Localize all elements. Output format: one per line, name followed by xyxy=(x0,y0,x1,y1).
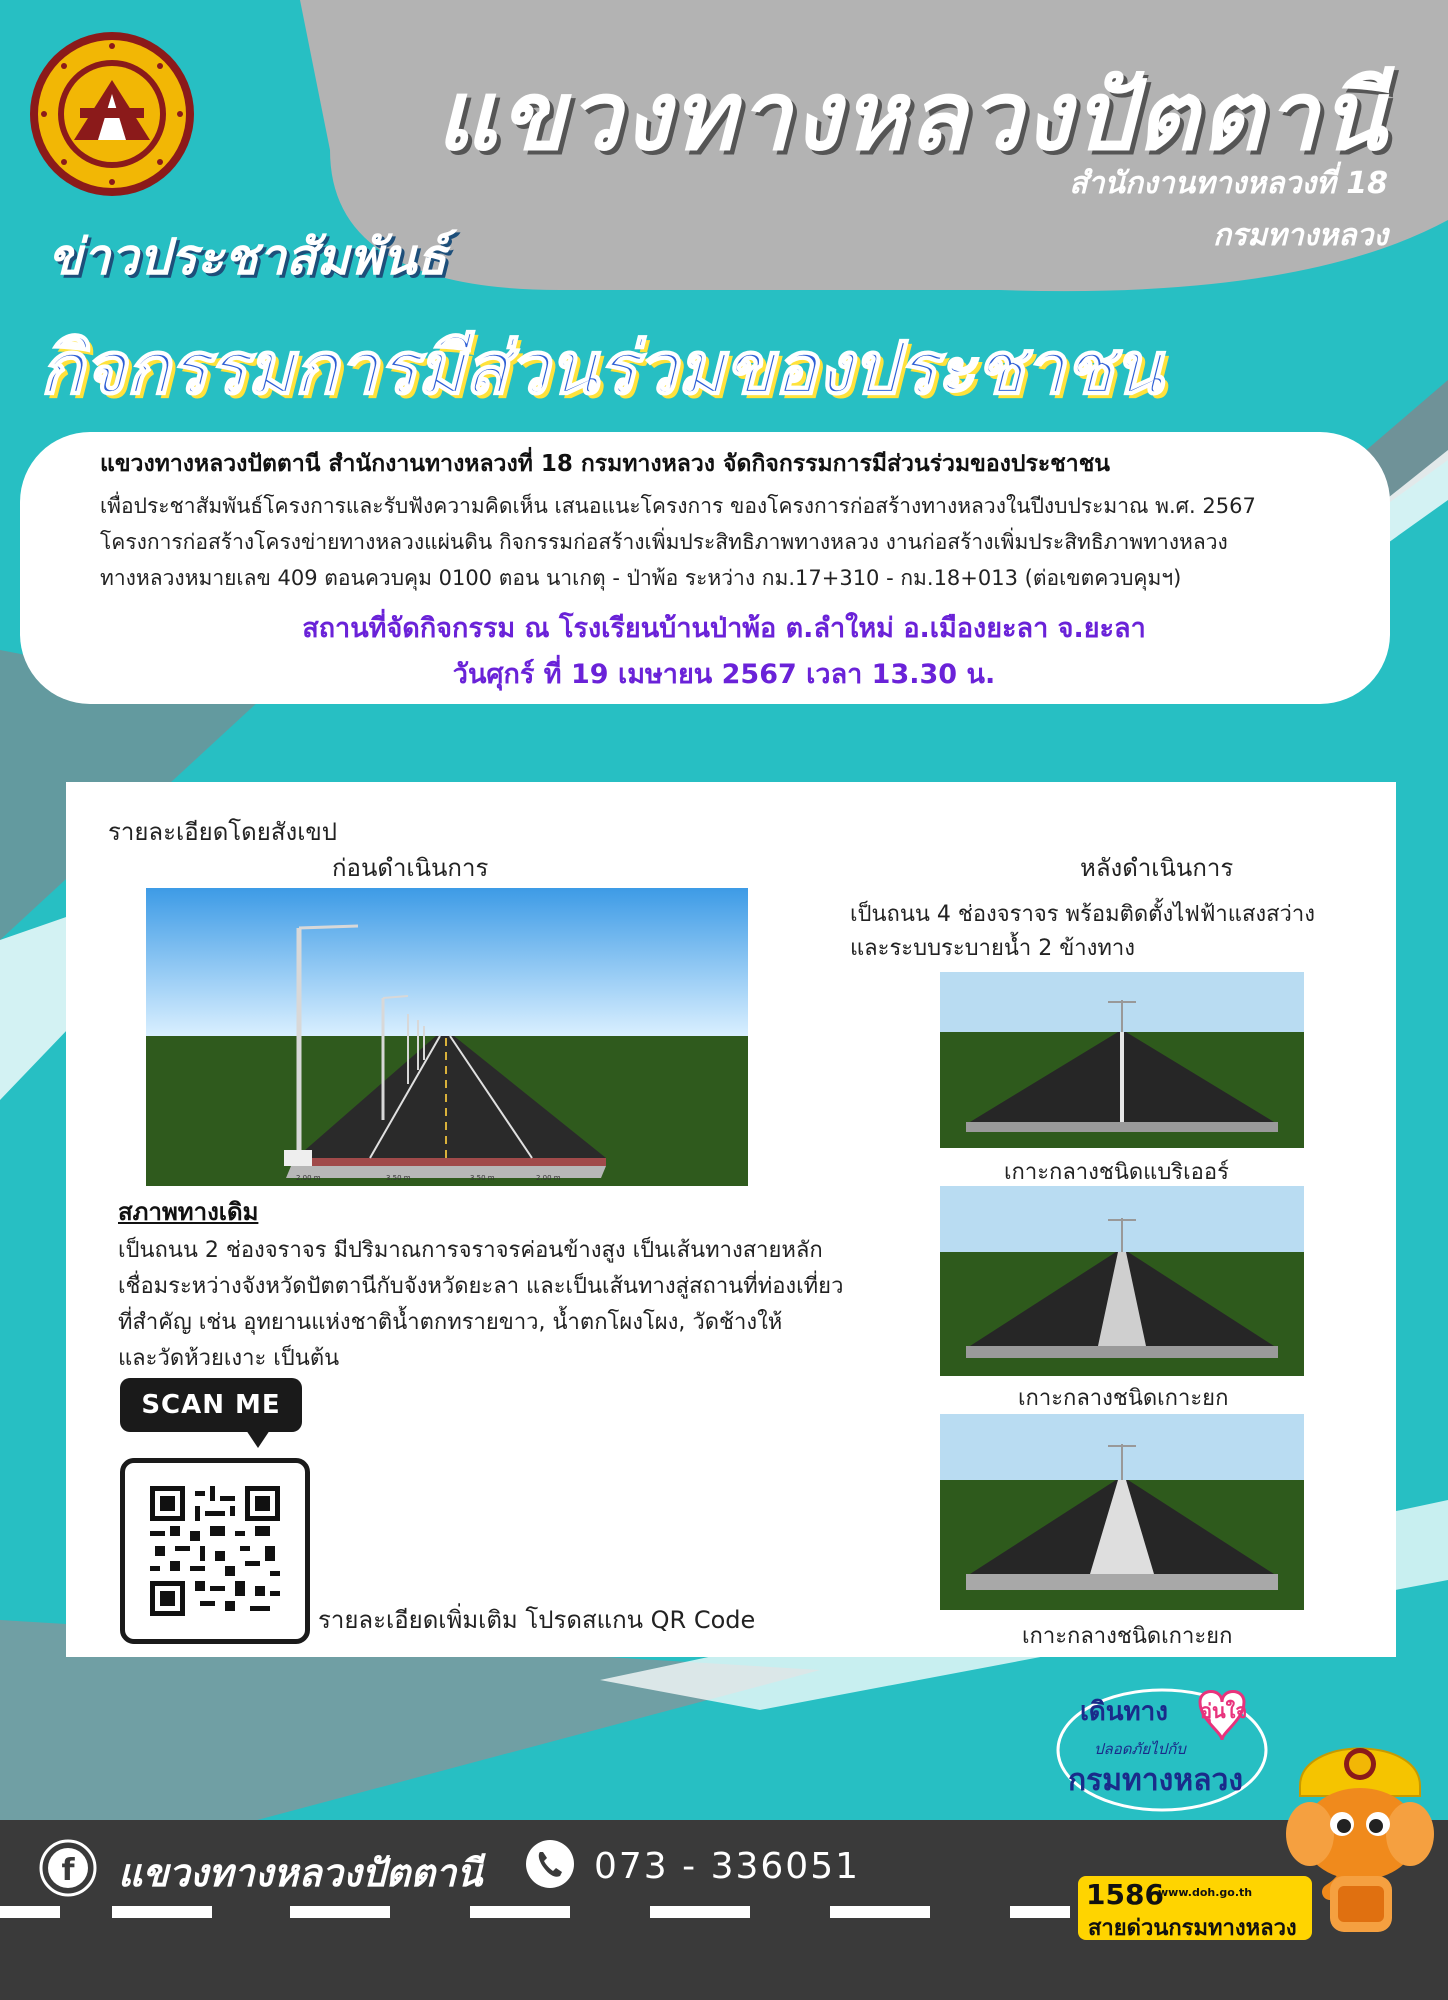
before-label: ก่อนดำเนินการ xyxy=(332,854,489,882)
image-caption: เกาะกลางชนิดแบริเออร์ xyxy=(1004,1160,1229,1185)
hotline-number: 1586 xyxy=(1086,1878,1164,1911)
dimension-label: 3.50 m xyxy=(470,1174,495,1182)
slogan-badge xyxy=(1050,1680,1280,1820)
scan-pointer-icon xyxy=(246,1430,270,1450)
announcement-line: โครงการก่อสร้างโครงข่ายทางหลวงแผ่นดิน กิจกรรมก่อสร้างเพิ่มประสิทธิภาพทางหลวง งานก่อสร้างเพิ่มประสิทธิภาพทางหลวง xyxy=(100,530,1228,554)
slogan-mid: ปลอดภัยไปกับ xyxy=(1094,1740,1186,1758)
existing-condition-line: ที่สำคัญ เช่น อุทยานแห่งชาติน้ำตกทรายขาว, น้ำตกโผงโผง, วัดช้างให้ xyxy=(118,1310,783,1335)
announcement-headline: แขวงทางหลวงปัตตานี สำนักงานทางหลวงที่ 18 กรมทางหลวง จัดกิจกรรมการมีส่วนร่วมของประชาชน xyxy=(100,451,1111,477)
bureau-name: สำนักงานทางหลวงที่ 18 xyxy=(1069,166,1388,201)
department-name: กรมทางหลวง xyxy=(1213,218,1388,253)
existing-condition-line: และวัดห้วยเงาะ เป็นต้น xyxy=(118,1346,340,1371)
after-description: และระบบระบายน้ำ 2 ข้างทาง xyxy=(850,936,1135,961)
after-road-barrier-image xyxy=(940,972,1304,1148)
announcement-line: เพื่อประชาสัมพันธ์โครงการและรับฟังความคิดเห็น เสนอแนะโครงการ ของโครงการก่อสร้างทางหลวงในปีงบประมาณ พ.ศ. 2567 xyxy=(100,494,1256,518)
image-caption: เกาะกลางชนิดเกาะยก xyxy=(1018,1386,1229,1411)
after-description: เป็นถนน 4 ช่องจราจร พร้อมติดตั้งไฟฟ้าแสงสว่าง xyxy=(850,902,1315,927)
hotline-url: www.doh.go.th xyxy=(1158,1886,1253,1899)
venue-text: สถานที่จัดกิจกรรม ณ โรงเรียนบ้านป่าพ้อ ต.ลำใหม่ อ.เมืองยะลา จ.ยะลา xyxy=(302,613,1146,644)
announcement-line: ทางหลวงหมายเลข 409 ตอนควบคุม 0100 ตอน นาเกตุ - ป่าพ้อ ระหว่าง กม.17+310 - กม.18+013 (ต่อเขตควบคุมฯ) xyxy=(100,566,1182,590)
after-road-raised-median-image-2 xyxy=(940,1414,1304,1610)
summary-label: รายละเอียดโดยสังเขป xyxy=(108,818,338,846)
existing-condition-line: เชื่อมระหว่างจังหวัดปัตตานีกับจังหวัดยะลา และเป็นเส้นทางสู่สถานที่ท่องเที่ยว xyxy=(118,1274,844,1299)
qr-note: รายละเอียดเพิ่มเติม โปรดสแกน QR Code xyxy=(318,1606,756,1634)
facebook-icon[interactable] xyxy=(38,1838,98,1898)
svg-text:f: f xyxy=(61,1853,75,1888)
existing-condition-line: เป็นถนน 2 ช่องจราจร มีปริมาณการจราจรค่อนข้างสูง เป็นเส้นทางสายหลัก xyxy=(118,1238,823,1263)
doh-logo xyxy=(28,30,196,198)
datetime-text: วันศุกร์ ที่ 19 เมษายน 2567 เวลา 13.30 น. xyxy=(452,659,996,690)
phone-number[interactable]: 073 - 336051 xyxy=(594,1846,861,1887)
activity-title: กิจกรรมการมีส่วนร่วมของประชาชน xyxy=(40,326,1163,410)
dimension-label: 2.00 m xyxy=(296,1174,321,1182)
after-road-raised-median-image xyxy=(940,1186,1304,1376)
phone-icon xyxy=(524,1838,576,1890)
after-label: หลังดำเนินการ xyxy=(1080,854,1234,882)
hotline-label: สายด่วนกรมทางหลวง xyxy=(1088,1916,1297,1941)
news-label: ข่าวประชาสัมพันธ์ xyxy=(48,228,447,286)
before-road-image xyxy=(146,888,748,1186)
qr-code-pattern xyxy=(150,1486,280,1616)
slogan-brand: กรมทางหลวง xyxy=(1068,1763,1243,1798)
dimension-label: 2.00 m xyxy=(536,1174,561,1182)
dimension-label: 3.50 m xyxy=(386,1174,411,1182)
image-caption: เกาะกลางชนิดเกาะยก xyxy=(1022,1624,1233,1649)
existing-condition-title: สภาพทางเดิม xyxy=(118,1198,259,1226)
facebook-page-name[interactable]: แขวงทางหลวงปัตตานี xyxy=(118,1851,483,1895)
office-title: แขวงทางหลวงปัตตานี xyxy=(435,60,1388,172)
slogan-heart: อุ่นใจ xyxy=(1200,1699,1248,1723)
qr-code[interactable] xyxy=(120,1458,310,1644)
slogan-top: เดินทาง xyxy=(1080,1697,1168,1727)
scan-me-label: SCAN ME xyxy=(120,1378,302,1432)
